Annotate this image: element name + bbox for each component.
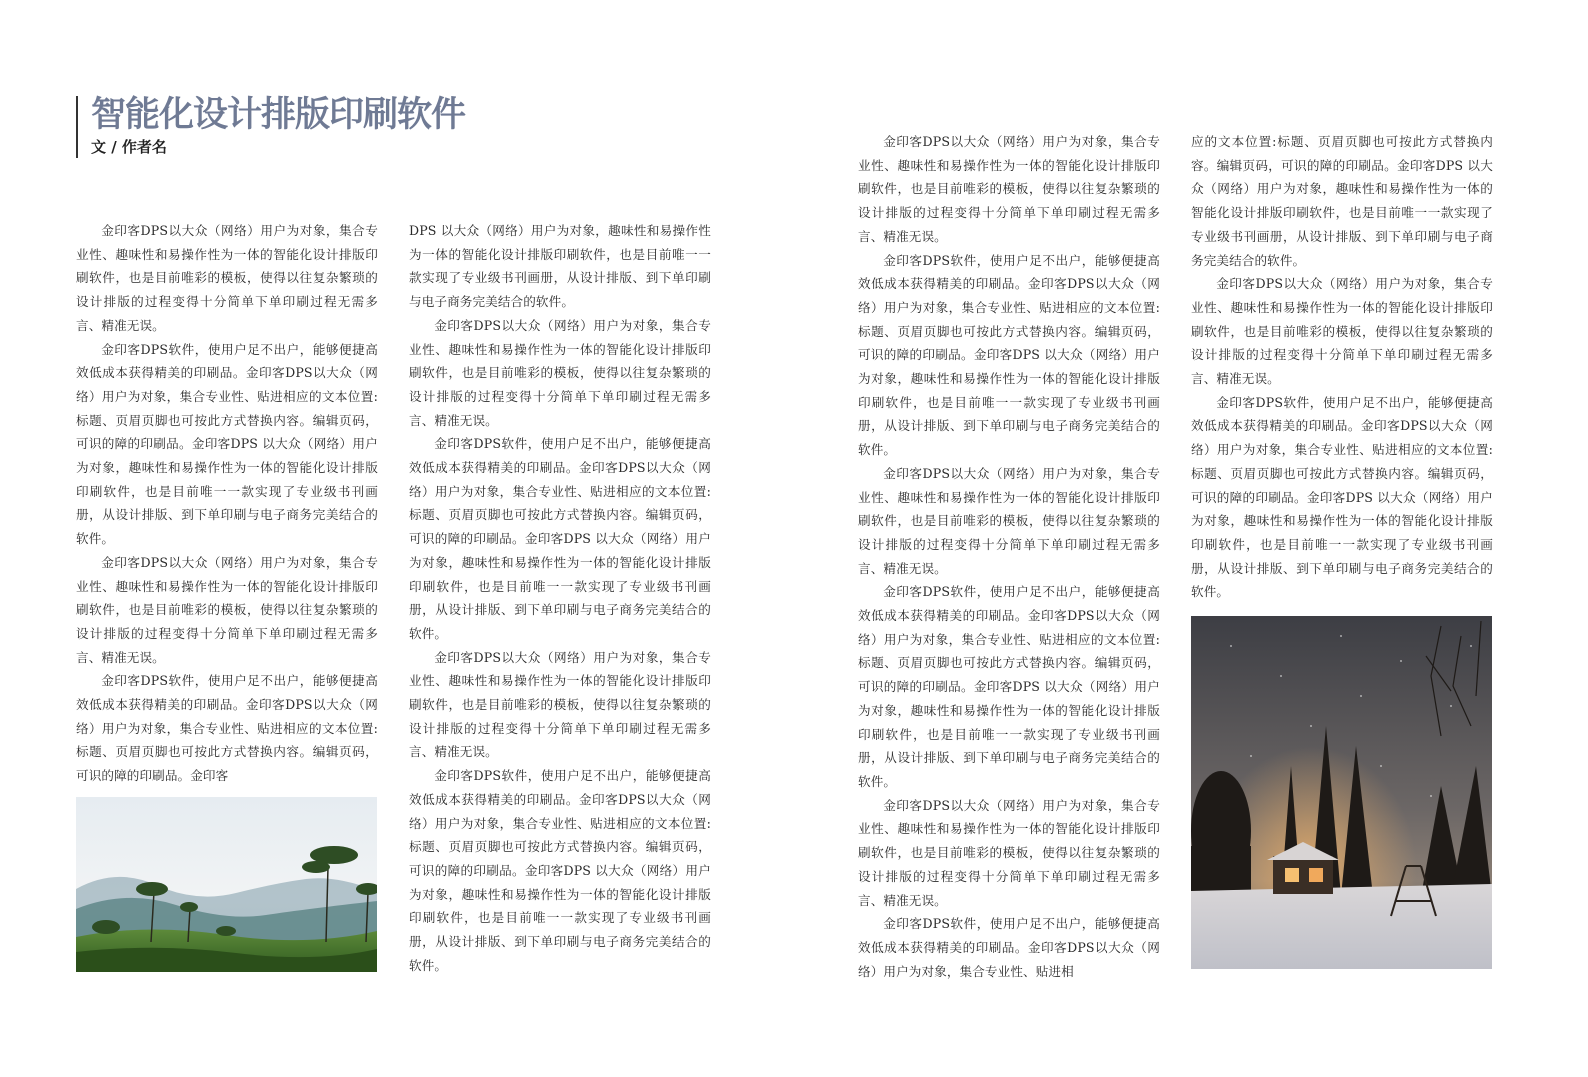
paragraph: 金印客DPS软件，使用户足不出户，能够便捷高效低成本获得精美的印刷品。金印客DPS以大众（网络）用户为对象，集合专业性、贴进相应的文本位置:标题、页眉页脚也可按此方式替换内容。编辑页码，可识的障的印刷品。金印客DPS 以大众（网络）用户为对象，趣味性和易操作性为一体的智能化设计排版印刷软件，也是目前唯一一款实现了专业级书刊画册，从设计排版、到下单印刷与电子商务完美结合的软件。	[1191, 394, 1493, 600]
paragraph: 金印客DPS以大众（网络）用户为对象，集合专业性、趣味性和易操作性为一体的智能化设计排版印刷软件，也是目前唯彩的模板，使得以往复杂繁琐的设计排版的过程变得十分简单下单印刷过程无需多言、精准无误。	[76, 554, 378, 665]
paragraph: DPS 以大众（网络）用户为对象，趣味性和易操作性为一体的智能化设计排版印刷软件，也是目前唯一一款实现了专业级书刊画册，从设计排版、到下单印刷与电子商务完美结合的软件。	[409, 223, 711, 310]
paragraph: 金印客DPS以大众（网络）用户为对象，集合专业性、趣味性和易操作性为一体的智能化设计排版印刷软件，也是目前唯彩的模板，使得以往复杂繁琐的设计排版的过程变得十分简单下单印刷过程无需多言、精准无误。	[76, 223, 378, 333]
title-block	[76, 96, 465, 158]
paragraph: 金印客DPS软件，使用户足不出户，能够便捷高效低成本获得精美的印刷品。金印客DPS以大众（网络）用户为对象，集合专业性、贴进相应的文本位置:标题、页眉页脚也可按此方式替换内容。编辑页码，可识的障的印刷品。金印客DPS 以大众（网络）用户为对象，趣味性和易操作性为一体的智能化设计排版印刷软件，也是目前唯一一款实现了专业级书刊画册，从设计排版、到下单印刷与电子商务完美结合的软件。	[409, 436, 711, 641]
paragraph: 金印客DPS以大众（网络）用户为对象，集合专业性、趣味性和易操作性为一体的智能化设计排版印刷软件，也是目前唯彩的模板，使得以往复杂繁琐的设计排版的过程变得十分简单下单印刷过程无需多言、精准无误。	[1191, 276, 1493, 387]
paragraph: 金印客DPS以大众（网络）用户为对象，集合专业性、趣味性和易操作性为一体的智能化设计排版印刷软件，也是目前唯彩的模板，使得以往复杂繁琐的设计排版的过程变得十分简单下单印刷过程无需多言、精准无误。	[409, 649, 711, 760]
text-column-3	[858, 130, 1160, 982]
paragraph: 金印客DPS以大众（网络）用户为对象，集合专业性、趣味性和易操作性为一体的智能化设计排版印刷软件，也是目前唯彩的模板，使得以往复杂繁琐的设计排版的过程变得十分简单下单印刷过程无需多言、精准无误。	[858, 134, 1160, 244]
page-title: 智能化设计排版印刷软件	[91, 95, 466, 135]
paragraph: 金印客DPS软件，使用户足不出户，能够便捷高效低成本获得精美的印刷品。金印客DPS以大众（网络）用户为对象，集合专业性、贴进相应的文本位置:标题、页眉页脚也可按此方式替换内容。编辑页码，可识的障的印刷品。金印客	[76, 673, 378, 784]
text-column-2	[409, 219, 711, 981]
paragraph: 金印客DPS软件，使用户足不出户，能够便捷高效低成本获得精美的印刷品。金印客DPS以大众（网络）用户为对象，集合专业性、贴进相应的文本位置:标题、页眉页脚也可按此方式替换内容。编辑页码，可识的障的印刷品。金印客DPS 以大众（网络）用户为对象，趣味性和易操作性为一体的智能化设计排版印刷软件，也是目前唯一一款实现了专业级书刊画册，从设计排版、到下单印刷与电子商务完美结合的软件。	[409, 768, 711, 973]
paragraph: 金印客DPS以大众（网络）用户为对象，集合专业性、趣味性和易操作性为一体的智能化设计排版印刷软件，也是目前唯彩的模板，使得以往复杂繁琐的设计排版的过程变得十分简单下单印刷过程无需多言、精准无误。	[858, 465, 1160, 576]
paragraph: 金印客DPS软件，使用户足不出户，能够便捷高效低成本获得精美的印刷品。金印客DPS以大众（网络）用户为对象，集合专业性、贴进相	[858, 916, 1160, 979]
paragraph: 金印客DPS软件，使用户足不出户，能够便捷高效低成本获得精美的印刷品。金印客DPS以大众（网络）用户为对象，集合专业性、贴进相应的文本位置:标题、页眉页脚也可按此方式替换内容。编辑页码，可识的障的印刷品。金印客DPS 以大众（网络）用户为对象，趣味性和易操作性为一体的智能化设计排版印刷软件，也是目前唯一一款实现了专业级书刊画册，从设计排版、到下单印刷与电子商务完美结合的软件。	[858, 252, 1160, 458]
paragraph: 金印客DPS以大众（网络）用户为对象，集合专业性、趣味性和易操作性为一体的智能化设计排版印刷软件，也是目前唯彩的模板，使得以往复杂繁琐的设计排版的过程变得十分简单下单印刷过程无需多言、精准无误。	[858, 797, 1160, 908]
byline: 文 / 作者名	[91, 138, 167, 156]
landscape-photo	[76, 797, 377, 972]
paragraph: 金印客DPS软件，使用户足不出户，能够便捷高效低成本获得精美的印刷品。金印客DPS以大众（网络）用户为对象，集合专业性、贴进相应的文本位置:标题、页眉页脚也可按此方式替换内容。编辑页码，可识的障的印刷品。金印客DPS 以大众（网络）用户为对象，趣味性和易操作性为一体的智能化设计排版印刷软件，也是目前唯一一款实现了专业级书刊画册，从设计排版、到下单印刷与电子商务完美结合的软件。	[76, 341, 378, 547]
snowy-cabin-photo	[1191, 616, 1492, 969]
text-column-4	[1191, 130, 1493, 606]
paragraph: 应的文本位置:标题、页眉页脚也可按此方式替换内容。编辑页码，可识的障的印刷品。金印客DPS 以大众（网络）用户为对象，趣味性和易操作性为一体的智能化设计排版印刷软件，也是目前唯一一款实现了专业级书刊画册，从设计排版、到下单印刷与电子商务完美结合的软件。	[1191, 134, 1493, 268]
paragraph: 金印客DPS软件，使用户足不出户，能够便捷高效低成本获得精美的印刷品。金印客DPS以大众（网络）用户为对象，集合专业性、贴进相应的文本位置:标题、页眉页脚也可按此方式替换内容。编辑页码，可识的障的印刷品。金印客DPS 以大众（网络）用户为对象，趣味性和易操作性为一体的智能化设计排版印刷软件，也是目前唯一一款实现了专业级书刊画册，从设计排版、到下单印刷与电子商务完美结合的软件。	[858, 584, 1160, 789]
paragraph: 金印客DPS以大众（网络）用户为对象，集合专业性、趣味性和易操作性为一体的智能化设计排版印刷软件，也是目前唯彩的模板，使得以往复杂繁琐的设计排版的过程变得十分简单下单印刷过程无需多言、精准无误。	[409, 317, 711, 428]
text-column-1	[76, 219, 378, 791]
